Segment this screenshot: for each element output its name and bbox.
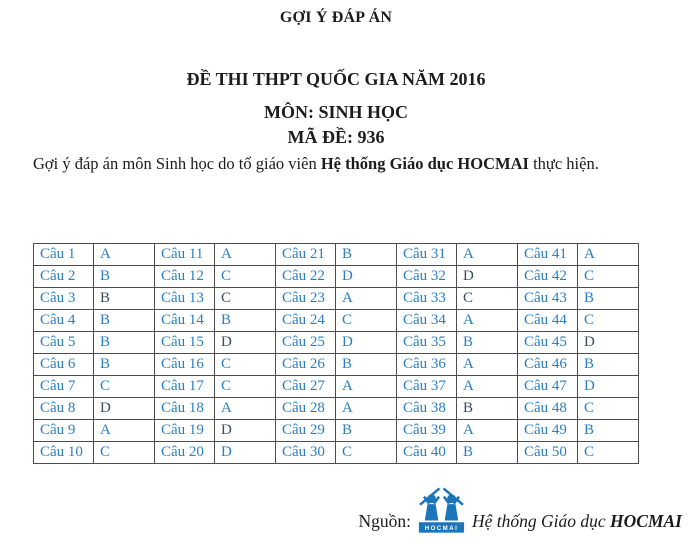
answer-cell: B — [336, 420, 397, 442]
table-row — [34, 244, 639, 266]
answer-cell: A — [336, 398, 397, 420]
answer-cell: D — [215, 442, 276, 464]
table-row — [34, 288, 639, 310]
question-cell: Câu 6 — [34, 354, 94, 376]
answer-cell: A — [336, 288, 397, 310]
intro-paragraph — [33, 154, 653, 174]
table-row — [34, 310, 639, 332]
answer-cell: D — [457, 266, 518, 288]
answer-cell: B — [336, 244, 397, 266]
question-cell: Câu 50 — [518, 442, 578, 464]
table-row — [34, 266, 639, 288]
answer-cell: A — [94, 420, 155, 442]
question-cell: Câu 18 — [155, 398, 215, 420]
answer-cell: A — [578, 244, 639, 266]
answer-cell: C — [336, 310, 397, 332]
answer-cell: D — [336, 266, 397, 288]
answer-cell: C — [578, 398, 639, 420]
question-cell: Câu 32 — [397, 266, 457, 288]
answer-cell: C — [215, 288, 276, 310]
question-cell: Câu 36 — [397, 354, 457, 376]
question-cell: Câu 12 — [155, 266, 215, 288]
answer-cell: B — [94, 266, 155, 288]
question-cell: Câu 10 — [34, 442, 94, 464]
answer-cell: B — [94, 288, 155, 310]
table-row — [34, 420, 639, 442]
question-cell: Câu 16 — [155, 354, 215, 376]
answer-cell: A — [457, 376, 518, 398]
question-cell: Câu 34 — [397, 310, 457, 332]
source-line — [358, 485, 682, 536]
question-cell: Câu 37 — [397, 376, 457, 398]
question-cell: Câu 11 — [155, 244, 215, 266]
answer-cell: A — [457, 420, 518, 442]
answer-cell: A — [457, 244, 518, 266]
answer-cell: B — [457, 332, 518, 354]
question-cell: Câu 20 — [155, 442, 215, 464]
answer-cell: C — [215, 376, 276, 398]
question-cell: Câu 35 — [397, 332, 457, 354]
answer-cell: B — [578, 354, 639, 376]
intro-prefix: Gợi ý đáp án môn Sinh học do tổ giáo viên — [33, 154, 321, 173]
question-cell: Câu 9 — [34, 420, 94, 442]
answer-cell: A — [94, 244, 155, 266]
answer-cell: B — [457, 398, 518, 420]
question-cell: Câu 31 — [397, 244, 457, 266]
answer-cell: C — [215, 354, 276, 376]
question-cell: Câu 15 — [155, 332, 215, 354]
source-label: Nguồn: — [358, 511, 411, 531]
question-cell: Câu 1 — [34, 244, 94, 266]
exam-code-line: MÃ ĐỀ: 936 — [287, 127, 385, 147]
question-cell: Câu 26 — [276, 354, 336, 376]
answer-cell: A — [336, 376, 397, 398]
question-cell: Câu 29 — [276, 420, 336, 442]
intro-suffix: thực hiện. — [528, 154, 599, 173]
doc-title: GỢI Ý ĐÁP ÁN — [279, 9, 393, 26]
question-cell: Câu 3 — [34, 288, 94, 310]
question-cell: Câu 13 — [155, 288, 215, 310]
question-cell: Câu 39 — [397, 420, 457, 442]
source-text-italic: Hệ thống Giáo dục — [471, 511, 611, 531]
answer-cell: B — [336, 354, 397, 376]
question-cell: Câu 41 — [518, 244, 578, 266]
question-cell: Câu 7 — [34, 376, 94, 398]
question-cell: Câu 4 — [34, 310, 94, 332]
question-cell: Câu 38 — [397, 398, 457, 420]
logo-wordmark: HOCMAI — [424, 525, 459, 533]
answer-cell: C — [215, 266, 276, 288]
question-cell: Câu 45 — [518, 332, 578, 354]
answer-cell: D — [578, 376, 639, 398]
answer-cell: C — [94, 376, 155, 398]
question-cell: Câu 23 — [276, 288, 336, 310]
question-cell: Câu 46 — [518, 354, 578, 376]
answer-cell: D — [578, 332, 639, 354]
question-cell: Câu 21 — [276, 244, 336, 266]
question-cell: Câu 28 — [276, 398, 336, 420]
question-cell: Câu 14 — [155, 310, 215, 332]
table-row — [34, 332, 639, 354]
answer-cell: D — [215, 332, 276, 354]
subject-line: MÔN: SINH HỌC — [264, 102, 408, 122]
question-cell: Câu 30 — [276, 442, 336, 464]
answer-table-body — [34, 244, 639, 464]
answer-cell: B — [457, 442, 518, 464]
answer-cell: C — [578, 310, 639, 332]
question-cell: Câu 19 — [155, 420, 215, 442]
answer-cell: C — [457, 288, 518, 310]
question-cell: Câu 22 — [276, 266, 336, 288]
source-text — [472, 511, 682, 536]
question-cell: Câu 42 — [518, 266, 578, 288]
question-cell: Câu 48 — [518, 398, 578, 420]
answer-table — [33, 243, 639, 464]
question-cell: Câu 27 — [276, 376, 336, 398]
answer-cell: C — [578, 266, 639, 288]
table-row — [34, 354, 639, 376]
question-cell: Câu 33 — [397, 288, 457, 310]
answer-cell: A — [215, 244, 276, 266]
answer-cell: B — [94, 332, 155, 354]
answer-cell: A — [457, 310, 518, 332]
question-cell: Câu 47 — [518, 376, 578, 398]
question-cell: Câu 17 — [155, 376, 215, 398]
answer-cell: A — [215, 398, 276, 420]
question-cell: Câu 25 — [276, 332, 336, 354]
answer-cell: B — [215, 310, 276, 332]
question-cell: Câu 24 — [276, 310, 336, 332]
question-cell: Câu 40 — [397, 442, 457, 464]
answer-cell: C — [578, 442, 639, 464]
answer-cell: D — [215, 420, 276, 442]
answer-cell: A — [457, 354, 518, 376]
table-row — [34, 376, 639, 398]
answer-cell: D — [336, 332, 397, 354]
hocmai-logo-icon — [418, 485, 465, 536]
answer-cell: B — [578, 288, 639, 310]
source-text-bold: HOCMAI — [610, 511, 682, 531]
answer-cell: B — [578, 420, 639, 442]
answer-cell: B — [94, 354, 155, 376]
question-cell: Câu 2 — [34, 266, 94, 288]
answer-cell: B — [94, 310, 155, 332]
answer-cell: D — [94, 398, 155, 420]
answer-cell: C — [336, 442, 397, 464]
answer-cell: C — [94, 442, 155, 464]
question-cell: Câu 43 — [518, 288, 578, 310]
table-row — [34, 398, 639, 420]
question-cell: Câu 44 — [518, 310, 578, 332]
exam-title: ĐỀ THI THPT QUỐC GIA NĂM 2016 — [186, 69, 486, 89]
question-cell: Câu 8 — [34, 398, 94, 420]
question-cell: Câu 49 — [518, 420, 578, 442]
question-cell: Câu 5 — [34, 332, 94, 354]
intro-provider-name: Hệ thống Giáo dục HOCMAI — [320, 154, 529, 173]
table-row — [34, 442, 639, 464]
